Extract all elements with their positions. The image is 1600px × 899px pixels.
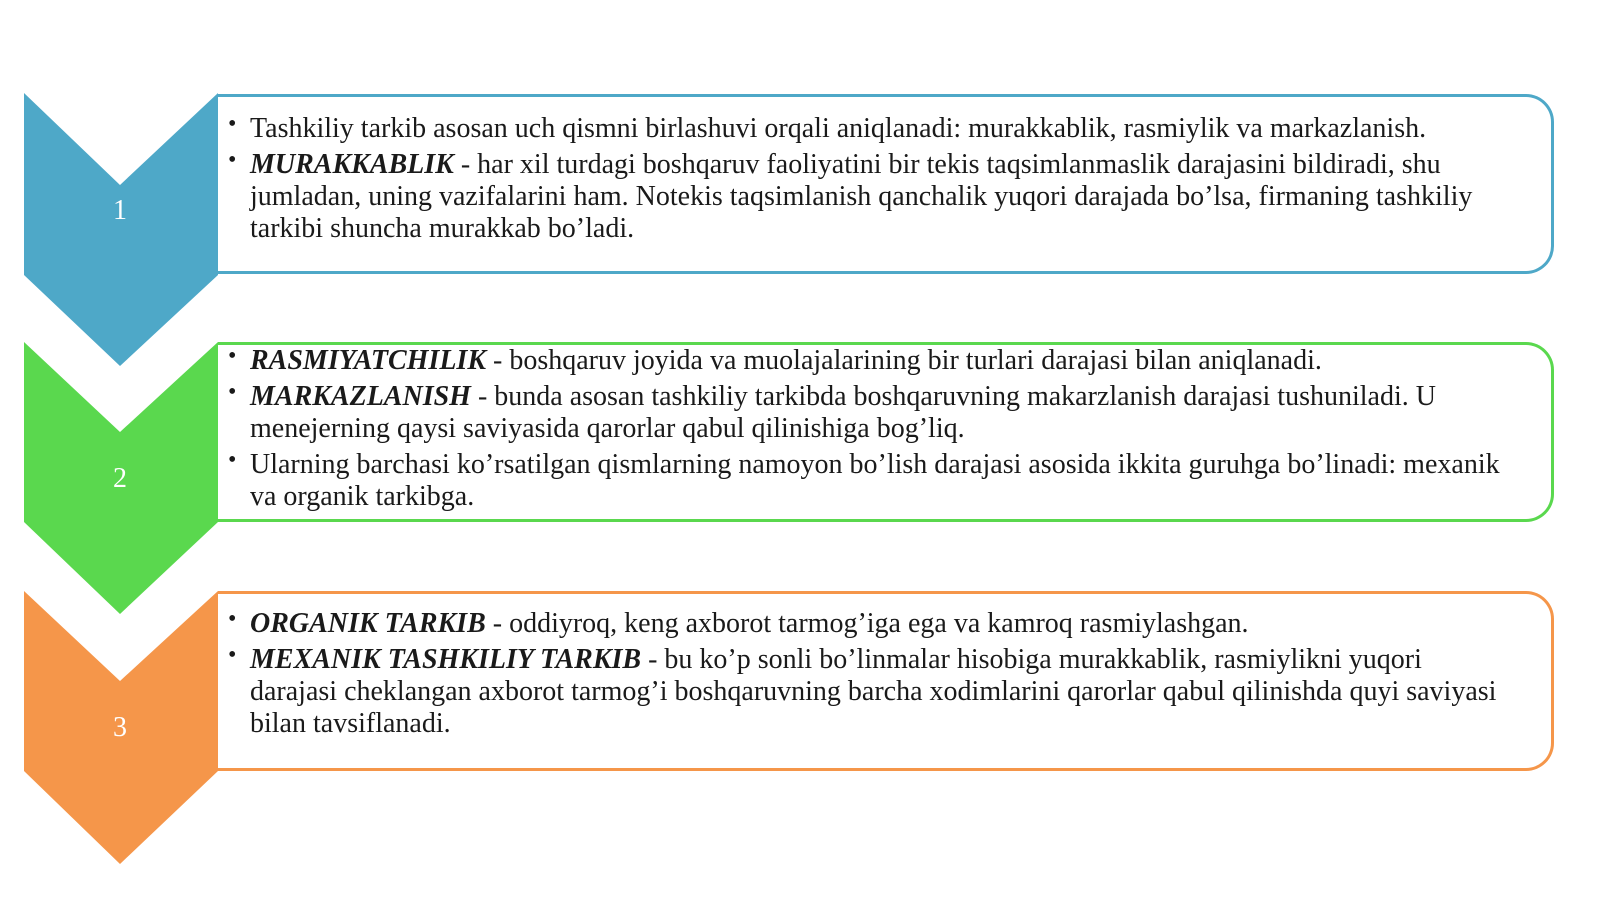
bullet-text: - boshqaruv joyida va muolajalarining bir turlari darajasi bilan aniqlanadi.: [486, 345, 1322, 376]
step-1-text-box: [218, 94, 1554, 274]
bullet-item: [250, 381, 1515, 445]
bullet-item: [250, 345, 1515, 377]
step-3-bullets: [218, 594, 1551, 740]
bullet-item: [250, 149, 1515, 245]
bullet-term: ORGANIK TARKIB: [250, 608, 486, 639]
step-number-1: 1: [113, 195, 127, 226]
bullet-text: Tashkiliy tarkib asosan uch qismni birlashuvi orqali aniqlanadi: murakkablik, rasmiylik va markazlanish.: [250, 113, 1427, 144]
bullet-text: Ularning barchasi ko’rsatilgan qismlarning namoyon bo’lish darajasi asosida ikkita guruhga bo’linadi: mexanik va organik tarkibga.: [250, 449, 1500, 512]
bullet-text: - bunda asosan tashkiliy tarkibda boshqaruvning makarzlanish darajasi tushuniladi. U menejerning qaysi saviyasida qarorlar qabul qilinishiga bog’liq.: [250, 381, 1436, 444]
bullet-term: MEXANIK TASHKILIY TARKIB: [250, 644, 642, 675]
bullet-text: - oddiyroq, keng axborot tarmog’iga ega va kamroq rasmiylashgan.: [485, 608, 1249, 639]
step-3-text-box: [218, 591, 1554, 771]
bullet-item: [250, 113, 1515, 145]
step-number-3: 3: [113, 712, 127, 743]
bullet-item: [250, 644, 1515, 740]
bullet-text: - bu ko’p sonli bo’linmalar hisobiga murakkablik, rasmiylikni yuqori darajasi cheklangan axborot tarmog’i boshqaruvning barcha xodimlarini qarorlar qabul qilinishda quyi saviyasi bilan tavsiflanadi.: [250, 644, 1497, 739]
step-number-2: 2: [113, 463, 127, 494]
step-2-text-box: [218, 342, 1554, 522]
bullet-term: RASMIYATCHILIK: [250, 345, 487, 376]
step-2-bullets: [218, 345, 1551, 513]
bullet-term: MARKAZLANISH: [250, 381, 471, 412]
bullet-text: - har xil turdagi boshqaruv faoliyatini bir tekis taqsimlanmaslik darajasini bildiradi, shu jumladan, uning vazifalarini ham. Notekis taqsimlanish qanchalik yuqori darajada bo’lsa, firmaning tashkiliy tarkibi shuncha murakkab bo’ladi.: [250, 149, 1473, 244]
step-1-bullets: [218, 97, 1551, 245]
bullet-item: [250, 608, 1515, 640]
bullet-item: [250, 449, 1515, 513]
bullet-term: MURAKKABLIK: [250, 149, 454, 180]
chevron-step-1: [24, 93, 218, 366]
